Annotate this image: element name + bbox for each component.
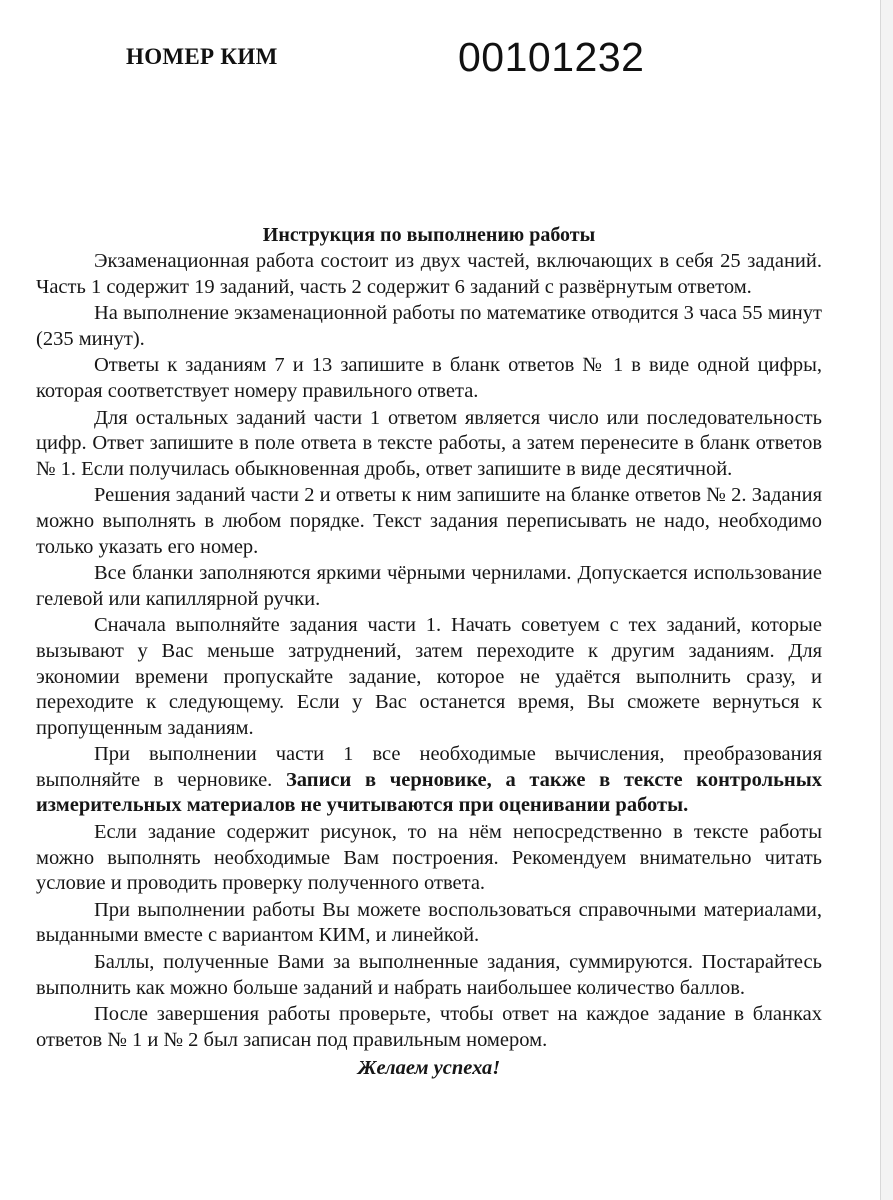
kim-number-value: 00101232 <box>458 34 645 80</box>
paragraph-structure: Экзаменационная работа состоит из двух частей, включающих в себя 25 заданий. Часть 1 содержит 19 заданий, часть 2 содержит 6 заданий с развёрнутым ответом. <box>36 250 822 298</box>
kim-number-label: НОМЕР КИМ <box>126 44 278 69</box>
paragraph-answers-7-13: Ответы к заданиям 7 и 13 запишите в бланк ответов № 1 в виде одной цифры, которая соответствует номеру правильного ответа. <box>36 354 822 402</box>
instructions-body <box>36 222 822 1082</box>
paragraph-part2-answers: Решения заданий части 2 и ответы к ним запишите на бланке ответов № 2. Задания можно выполнять в любом порядке. Текст задания переписывать не надо, необходимо только указать его номер. <box>36 484 822 558</box>
paragraph-part1-answers: Для остальных заданий части 1 ответом является число или последовательность цифр. Ответ запишите в поле ответа в тексте работы, а затем перенесите в бланк ответов № 1. Если получилась обыкновенная дробь, ответ запишите в виде десятичной. <box>36 406 822 480</box>
paragraph-reference: При выполнении работы Вы можете воспользоваться справочными материалами, выданными вместе с вариантом КИМ, и линейкой. <box>36 898 822 947</box>
instructions-title: Инструкция по выполнению работы <box>262 224 596 246</box>
paragraph-drawings: Если задание содержит рисунок, то на нём непосредственно в тексте работы можно выполнять необходимые Вам построения. Рекомендуем внимательно читать условие и проводить проверку полученного ответа. <box>36 821 822 895</box>
paragraph-duration: На выполнение экзаменационной работы по математике отводится 3 часа 55 минут (235 минут). <box>36 302 822 350</box>
draft-bold-text: Записи в черновике, а также в тексте контрольных измерительных материалов не учитываются при оценивании работы. <box>36 768 822 817</box>
paragraph-draft <box>36 742 822 819</box>
draft-normal-text: При выполнении части 1 все необходимые вычисления, преобразования выполняйте в черновике. <box>36 743 822 791</box>
paragraph-check: После завершения работы проверьте, чтобы ответ на каждое задание в бланках ответов № 1 и № 2 был записан под правильным номером. <box>36 1003 822 1051</box>
closing-wish: Желаем успеха! <box>357 1057 501 1080</box>
paragraph-ink: Все бланки заполняются яркими чёрными чернилами. Допускается использование гелевой или капиллярной ручки. <box>36 562 822 610</box>
paragraph-scores: Баллы, полученные Вами за выполненные задания, суммируются. Постарайтесь выполнить как можно больше заданий и набрать наибольшее количество баллов. <box>36 951 822 999</box>
paragraph-order: Сначала выполняйте задания части 1. Начать советуем с тех заданий, которые вызывают у Вас меньше затруднений, затем переходите к другим заданиям. Для экономии времени пропускайте задание, которое не удаётся выполнить сразу, и переходите к следующему. Если у Вас останется время, Вы сможете вернуться к пропущенным заданиям. <box>36 614 822 739</box>
